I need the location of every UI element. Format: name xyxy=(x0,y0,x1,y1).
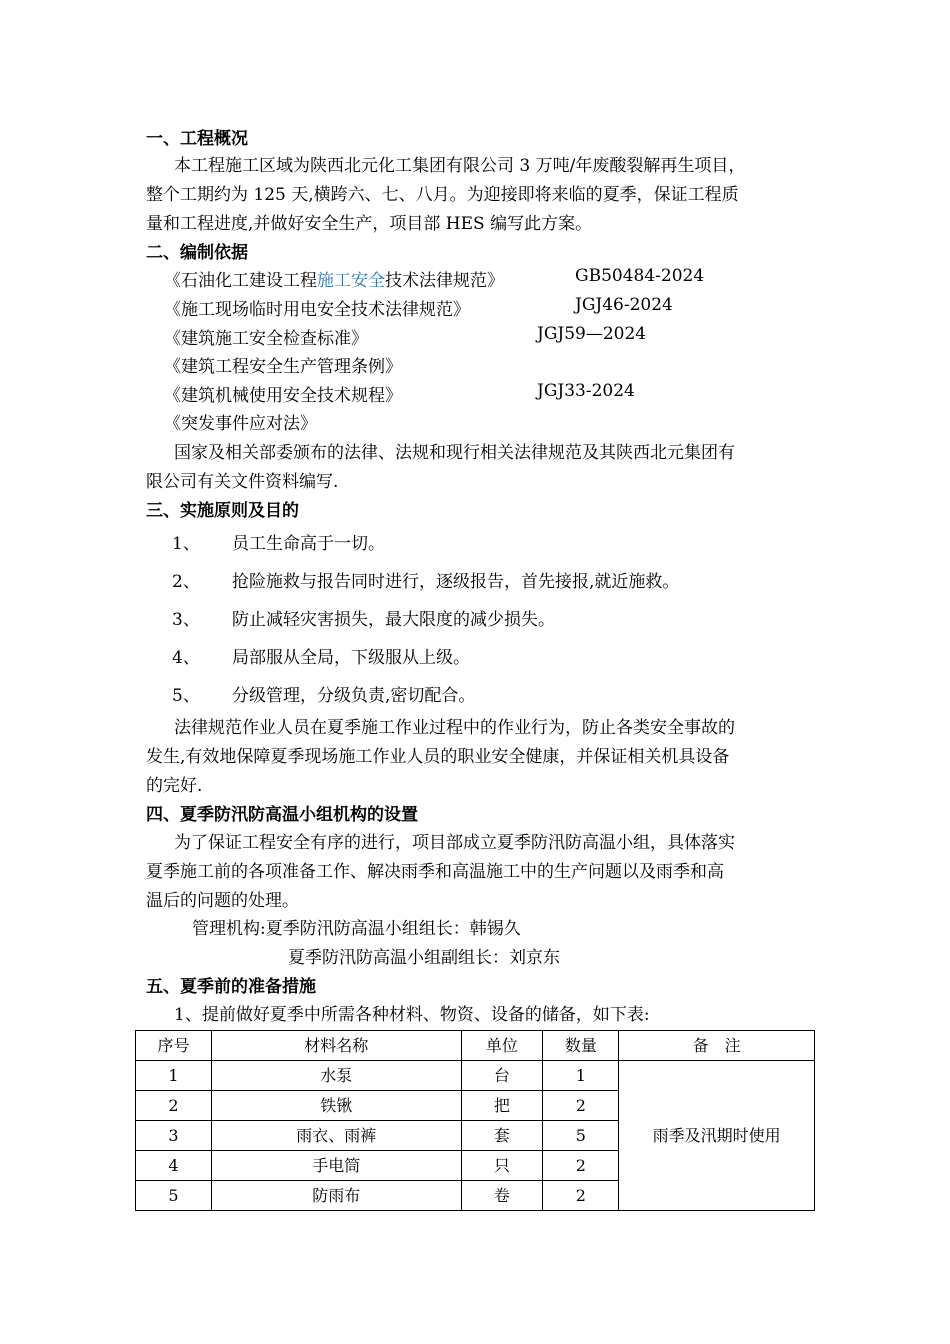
table-row xyxy=(136,1061,815,1091)
s2-paragraph-line-2: 限公司有关文件资料编写. xyxy=(146,472,339,492)
principle-number: 3、 xyxy=(172,610,200,630)
cell-unit: 套 xyxy=(461,1121,543,1151)
s3-paragraph-line-2: 发生,有效地保障夏季现场施工作业人员的职业安全健康，并保证相关机具设备 xyxy=(146,747,730,767)
principle-text: 员工生命高于一切。 xyxy=(232,534,385,554)
section-2-title: 二、编制依据 xyxy=(146,243,248,263)
cell-quantity: 1 xyxy=(543,1061,619,1091)
reference-item: 《施工现场临时用电安全技术法律规范》 xyxy=(164,300,470,320)
cell-quantity: 2 xyxy=(543,1151,619,1181)
principle-text: 防止减轻灾害损失，最大限度的减少损失。 xyxy=(232,610,555,630)
s2-paragraph-line-1: 国家及相关部委颁布的法律、法规和现行相关法律规范及其陕西北元集团有 xyxy=(174,443,735,463)
principle-number: 1、 xyxy=(172,534,200,554)
reference-code: JGJ46-2024 xyxy=(575,295,673,315)
cell-quantity: 2 xyxy=(543,1181,619,1211)
cell-material: 铁锹 xyxy=(211,1091,461,1121)
org-leader-line: 管理机构:夏季防汛防高温小组组长：韩锡久 xyxy=(192,919,521,939)
section-4-title: 四、夏季防汛防高温小组机构的设置 xyxy=(146,805,418,825)
reference-item: 《突发事件应对法》 xyxy=(164,414,317,434)
cell-material: 防雨布 xyxy=(211,1181,461,1211)
s4-paragraph-line-1: 为了保证工程安全有序的进行，项目部成立夏季防汛防高温小组，具体落实 xyxy=(174,833,735,853)
section-1-title: 一、工程概况 xyxy=(146,129,248,149)
s4-paragraph-line-2: 夏季施工前的各项准备工作、解决雨季和高温施工中的生产问题以及雨季和高 xyxy=(146,862,724,882)
s1-paragraph-line-3: 量和工程进度,并做好安全生产，项目部 HES 编写此方案。 xyxy=(146,214,593,234)
s3-paragraph-line-1: 法律规范作业人员在夏季施工作业过程中的作业行为，防止各类安全事故的 xyxy=(174,718,735,738)
materials-table xyxy=(135,1030,815,1211)
principle-number: 2、 xyxy=(172,572,200,592)
header-unit: 单位 xyxy=(461,1031,543,1061)
cell-index: 2 xyxy=(136,1091,212,1121)
cell-unit: 只 xyxy=(461,1151,543,1181)
s4-paragraph-line-3: 温后的问题的处理。 xyxy=(146,891,299,911)
s1-paragraph-line-2: 整个工期约为 125 天,横跨六、七、八月。为迎接即将来临的夏季，保证工程质 xyxy=(146,185,739,205)
reference-code: GB50484-2024 xyxy=(575,266,705,286)
section-3-title: 三、实施原则及目的 xyxy=(146,501,299,521)
cell-quantity: 2 xyxy=(543,1091,619,1121)
s5-paragraph-line-1: 1、提前做好夏季中所需各种材料、物资、设备的储备，如下表: xyxy=(174,1005,650,1025)
reference-link[interactable]: 施工安全 xyxy=(317,271,385,291)
cell-material: 水泵 xyxy=(211,1061,461,1091)
cell-index: 3 xyxy=(136,1121,212,1151)
reference-title-end: 技术法律规范》 xyxy=(385,271,504,291)
cell-material: 雨衣、雨裤 xyxy=(211,1121,461,1151)
s3-paragraph-line-3: 的完好. xyxy=(146,776,203,796)
principle-number: 5、 xyxy=(172,686,200,706)
org-deputy-line: 夏季防汛防高温小组副组长：刘京东 xyxy=(288,948,560,968)
reference-item xyxy=(164,266,504,291)
cell-unit: 卷 xyxy=(461,1181,543,1211)
cell-quantity: 5 xyxy=(543,1121,619,1151)
principle-text: 分级管理，分级负责,密切配合。 xyxy=(232,686,476,706)
principle-number: 4、 xyxy=(172,648,200,668)
header-index: 序号 xyxy=(136,1031,212,1061)
cell-material: 手电筒 xyxy=(211,1151,461,1181)
principle-text: 抢险施救与报告同时进行，逐级报告，首先接报,就近施救。 xyxy=(232,572,680,592)
reference-title: 《石油化工建设工程 xyxy=(164,271,317,291)
table-header-row xyxy=(136,1031,815,1061)
section-5-title: 五、夏季前的准备措施 xyxy=(146,977,316,997)
cell-unit: 台 xyxy=(461,1061,543,1091)
cell-unit: 把 xyxy=(461,1091,543,1121)
reference-item: 《建筑机械使用安全技术规程》 xyxy=(164,386,402,406)
reference-code: JGJ59—2024 xyxy=(537,324,647,344)
cell-index: 5 xyxy=(136,1181,212,1211)
header-remark: 备 注 xyxy=(619,1031,815,1061)
header-quantity: 数量 xyxy=(543,1031,619,1061)
header-material-name: 材料名称 xyxy=(211,1031,461,1061)
reference-item: 《建筑施工安全检查标准》 xyxy=(164,329,368,349)
cell-remark: 雨季及汛期时使用 xyxy=(619,1061,815,1211)
cell-index: 4 xyxy=(136,1151,212,1181)
s1-paragraph-line-1: 本工程施工区域为陕西北元化工集团有限公司 3 万吨/年废酸裂解再生项目， xyxy=(174,156,746,176)
reference-code: JGJ33-2024 xyxy=(537,381,635,401)
reference-item: 《建筑工程安全生产管理条例》 xyxy=(164,357,402,377)
cell-index: 1 xyxy=(136,1061,212,1091)
principle-text: 局部服从全局，下级服从上级。 xyxy=(232,648,470,668)
